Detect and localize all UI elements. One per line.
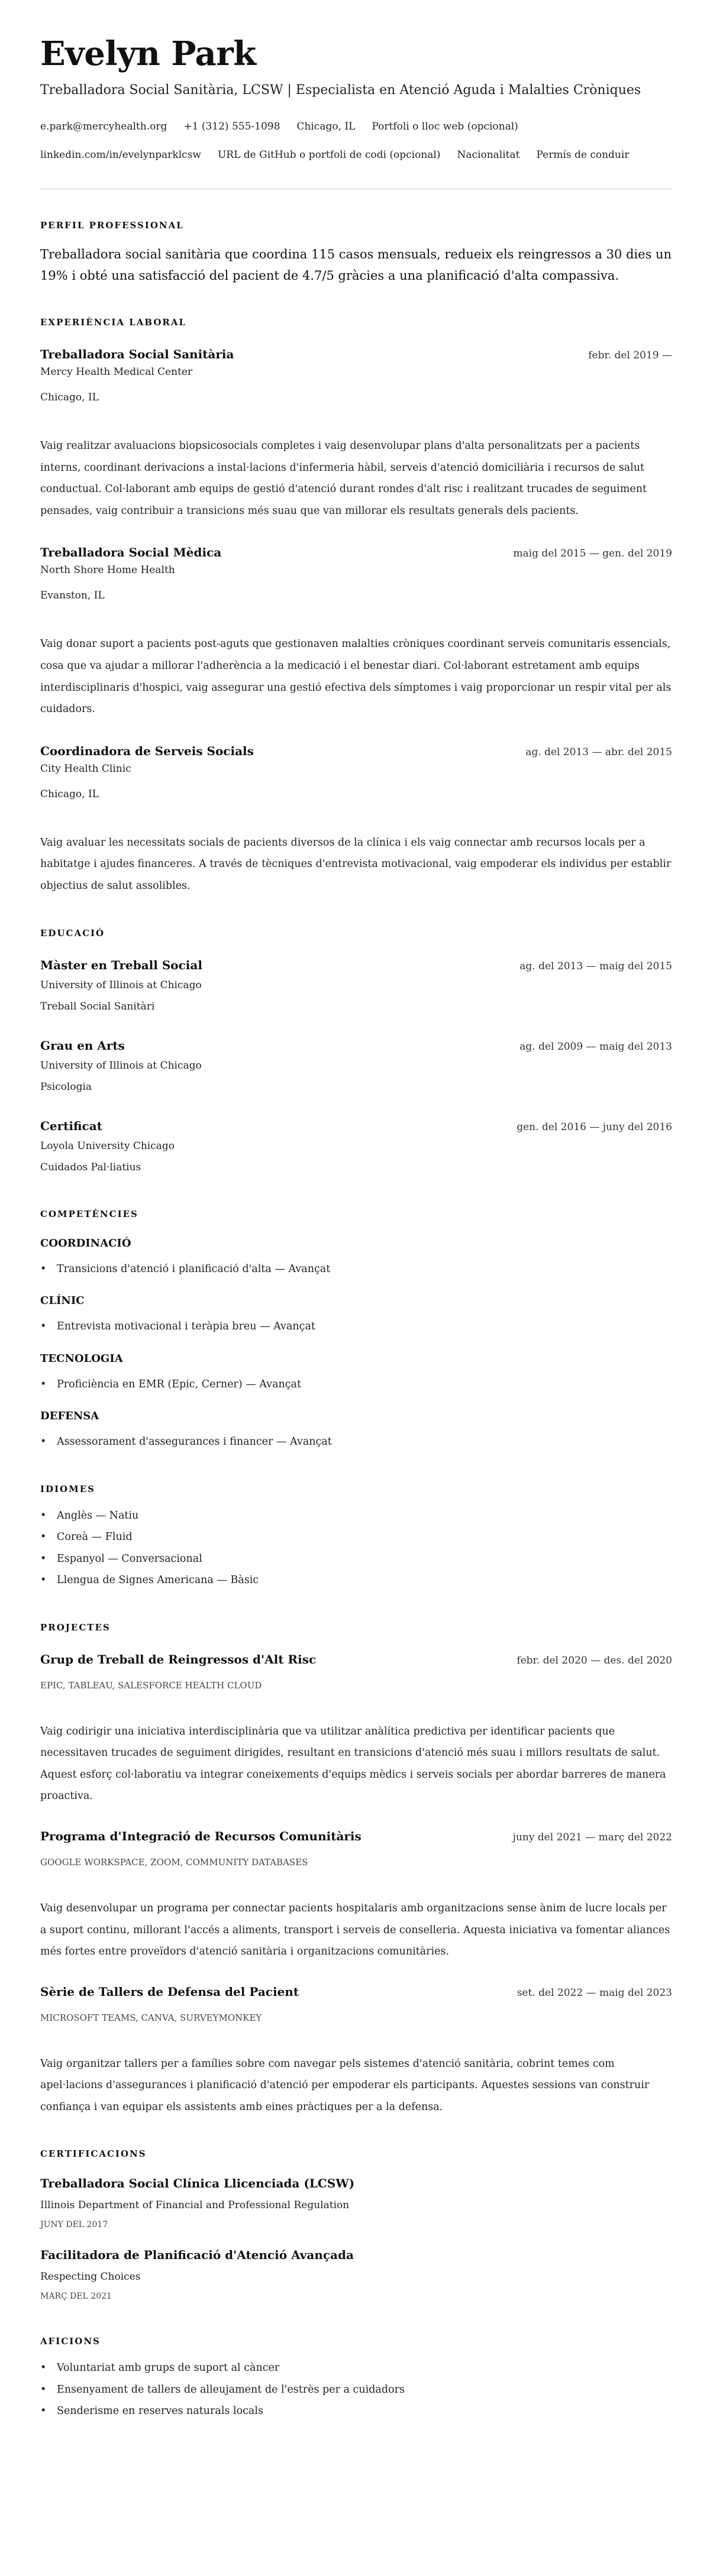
skill-list [40,1374,672,1396]
contact-github[interactable]: URL de GitHub o portfoli de codi (opcional) [217,149,441,161]
project-dates: set. del 2022 — maig del 2023 [517,1986,672,1999]
language-item: • Espanyol — Conversacional [40,1548,672,1570]
hobbies-list [40,2357,672,2422]
hobby-item: • Ensenyament de tallers de alleujament de l'estrès per a cuidadors [40,2379,672,2401]
skill-item: • Transicions d'atenció i planificació d'alta — Avançat [40,1258,672,1280]
job-title: Treballadora Social Sanitària [40,347,234,361]
project-description: Vaig organitzar tallers per a famílies sobre com navegar pels sistemes d'atenció sanitària, cobrint temes com apel·lacions d'assegurances i planificació d'atenció per empoderar els participants. Aquestes sessions van construir confiança i van equipar els assistents amb eines pràctiques per a la defensa. [40,2057,650,2113]
section-heading: AFICIONS [40,2336,101,2347]
languages-list [40,1505,672,1591]
project-description: Vaig codirigir una iniciativa interdisciplinària que va utilitzar anàlítica predictiva per identificar pacients que necessitaven trucades de seguiment dirigides, resultant en transicions d'atenció més suau i millors resultats de salut. Aquest esforç col·laboratiu va integrar coneixements d'equips mèdics i serveis socials per abordar barreres de manera proactiva. [40,1725,666,1802]
job-entry [40,346,672,522]
skill-category: DEFENSA [40,1410,99,1423]
contact-email[interactable]: e.park@mercyhealth.org [40,121,167,132]
project-entry [40,1983,672,2118]
education-section [40,928,672,1178]
certification-entry [40,2175,672,2234]
project-dates: juny del 2021 — març del 2022 [512,1831,672,1843]
project-technologies: EPIC, TABLEAU, SALESFORCE HEALTH CLOUD [40,1679,262,1691]
contact-nationality: Nacionalitat [457,149,520,161]
field-of-study: Psicologia [40,1080,92,1093]
job-title: Treballadora Social Mèdica [40,545,222,560]
project-description: Vaig desenvolupar un programa per connectar pacients hospitalaris amb organitzacions sense ànim de lucre locals per a suport continu, millorant l'accés a aliments, transport i serveis de conselleria. Aquesta iniciativa va fomentar aliances més fortes entre proveïdors d'atenció sanitària i organitzacions comunitàries. [40,1902,670,1958]
skill-category: COORDINACIÓ [40,1237,131,1250]
job-dates: ag. del 2013 — abr. del 2015 [525,746,672,758]
section-heading: PERFIL PROFESSIONAL [40,220,184,231]
certification-title: Facilitadora de Planificació d'Atenció Avançada [40,2248,354,2263]
job-dates: febr. del 2019 — [588,349,672,361]
contact-phone: +1 (312) 555-1098 [183,121,280,132]
projects-section [40,1622,672,2118]
education-entry [40,1037,672,1098]
education-dates: gen. del 2016 — juny del 2016 [517,1121,672,1133]
job-description: Vaig avaluar les necessitats socials de pacients diversos de la clínica i els vaig connectar amb recursos locals per a habitatge i ajudes financeres. A través de tècniques d'entrevista motivacional, vaig empoderar els individus per establir objectius de salut assolibles. [40,836,672,892]
school-name: University of Illinois at Chicago [40,979,202,991]
job-header [40,346,672,364]
project-header [40,1983,672,2001]
job-title: Coordinadora de Serveis Socials [40,743,254,758]
candidate-title: Treballadora Social Sanitària, LCSW | Especialista en Atenció Aguda i Malalties Cròniques [40,83,641,98]
skill-list [40,1316,672,1338]
degree-title: Grau en Arts [40,1038,125,1053]
certifications-section [40,2148,672,2305]
hobby-item: • Voluntariat amb grups de suport al càncer [40,2357,672,2379]
summary-section [40,220,672,286]
certification-entry [40,2247,672,2305]
certification-title: Treballadora Social Clínica Llicenciada (LCSW) [40,2176,355,2191]
certification-date: JUNY DEL 2017 [40,2220,108,2230]
skill-list [40,1258,672,1280]
project-dates: febr. del 2020 — des. del 2020 [517,1654,672,1666]
education-header [40,957,672,975]
job-location: Chicago, IL [40,391,99,403]
skills-section [40,1209,672,1453]
contact-portfolio[interactable]: Portfoli o lloc web (opcional) [372,121,518,132]
hobbies-section [40,2336,672,2422]
language-item: • Coreà — Fluid [40,1526,672,1548]
language-item: • Anglès — Natiu [40,1505,672,1527]
section-heading: IDIOMES [40,1483,95,1494]
languages-section [40,1484,672,1591]
skill-item: • Assessorament d'assegurances i financer — Avançat [40,1431,672,1453]
language-item: • Llengua de Signes Americana — Bàsic [40,1569,672,1591]
skill-category: CLÍNIC [40,1295,85,1308]
project-title: Grup de Treball de Reingressos d'Alt Risc [40,1652,317,1666]
job-entry [40,544,672,720]
school-name: University of Illinois at Chicago [40,1059,202,1072]
job-header [40,544,672,562]
project-title: Programa d'Integració de Recursos Comunitàris [40,1829,362,1843]
job-location: Evanston, IL [40,590,105,602]
project-technologies: MICROSOFT TEAMS, CANVA, SURVEYMONKEY [40,2012,262,2023]
skill-list [40,1431,672,1453]
field-of-study: Treball Social Sanitàri [40,1000,155,1012]
contact-info [40,112,672,169]
job-company: Mercy Health Medical Center [40,366,193,378]
job-entry [40,743,672,897]
skill-item: • Entrevista motivacional i teràpia breu — Avançat [40,1316,672,1338]
skill-category: TECNOLOGIA [40,1352,123,1365]
summary-text: Treballadora social sanitària que coordina 115 casos mensuals, redueix els reingressos a 30 dies un 19% i obté una satisfacció del pacient de 4.7/5 gràcies a una planificació d'alta compassiva. [40,247,672,283]
contact-license: Permís de conduir [536,149,630,161]
project-header [40,1828,672,1846]
candidate-name: Evelyn Park [40,34,256,73]
certification-date: MARÇ DEL 2021 [40,2292,112,2302]
project-header [40,1651,672,1669]
job-description: Vaig donar suport a pacients post-aguts que gestionaven malalties cròniques coordinant serveis comunitaris essencials, cosa que va ajudar a millorar l'adherència a la medicació i el benestar diari. Col·laborant estretament amb equips interdisciplinaris d'hospici, vaig assegurar una gestió efectiva dels símptomes i vaig proporcionar un respir vital per als cuidadors. [40,638,672,716]
degree-title: Certificat [40,1118,102,1133]
field-of-study: Cuidados Pal·liatius [40,1161,141,1173]
section-heading: CERTIFICACIONS [40,2148,147,2160]
section-heading: EXPERIÈNCIA LABORAL [40,317,187,328]
job-company: City Health Clinic [40,762,131,775]
certification-issuer: Illinois Department of Financial and Professional Regulation [40,2199,350,2212]
job-location: Chicago, IL [40,788,99,800]
skill-item: • Proficiència en EMR (Epic, Cerner) — Avançat [40,1374,672,1396]
project-technologies: GOOGLE WORKSPACE, ZOOM, COMMUNITY DATABASES [40,1856,308,1868]
experience-section [40,317,672,897]
job-description: Vaig realitzar avaluacions biopsicosocials completes i vaig desenvolupar plans d'alta personalitzats per a pacients interns, coordinant derivacions a instal·lacions d'infermeria hàbil, serveis d'atenció domiciliària i recursos de salut conductual. Col·laborant amb equips de gestió d'atenció durant rondes d'alt risc i realitzant trucades de seguiment pensades, vaig contribuir a transicions més suau que van millorar els resultats generals dels pacients. [40,440,647,517]
degree-title: Màster en Treball Social [40,957,202,972]
project-title: Sèrie de Tallers de Defensa del Pacient [40,1984,299,1999]
contact-location: Chicago, IL [296,121,356,132]
hobby-item: • Senderisme en reserves naturals locals [40,2400,672,2422]
education-header [40,1037,672,1055]
education-entry [40,957,672,1017]
contact-linkedin[interactable]: linkedin.com/in/evelynparklcsw [40,149,201,161]
project-entry [40,1828,672,1963]
job-header [40,743,672,760]
certification-issuer: Respecting Choices [40,2271,141,2283]
job-company: North Shore Home Health [40,564,175,577]
education-header [40,1118,672,1135]
education-dates: ag. del 2013 — maig del 2015 [519,960,672,972]
section-heading: PROJECTES [40,1622,111,1633]
education-entry [40,1118,672,1178]
education-dates: ag. del 2009 — maig del 2013 [519,1040,672,1053]
school-name: Loyola University Chicago [40,1140,175,1152]
section-heading: EDUCACIÓ [40,927,105,939]
section-heading: COMPETÈNCIES [40,1208,138,1219]
job-dates: maig del 2015 — gen. del 2019 [513,548,672,560]
project-entry [40,1651,672,1807]
